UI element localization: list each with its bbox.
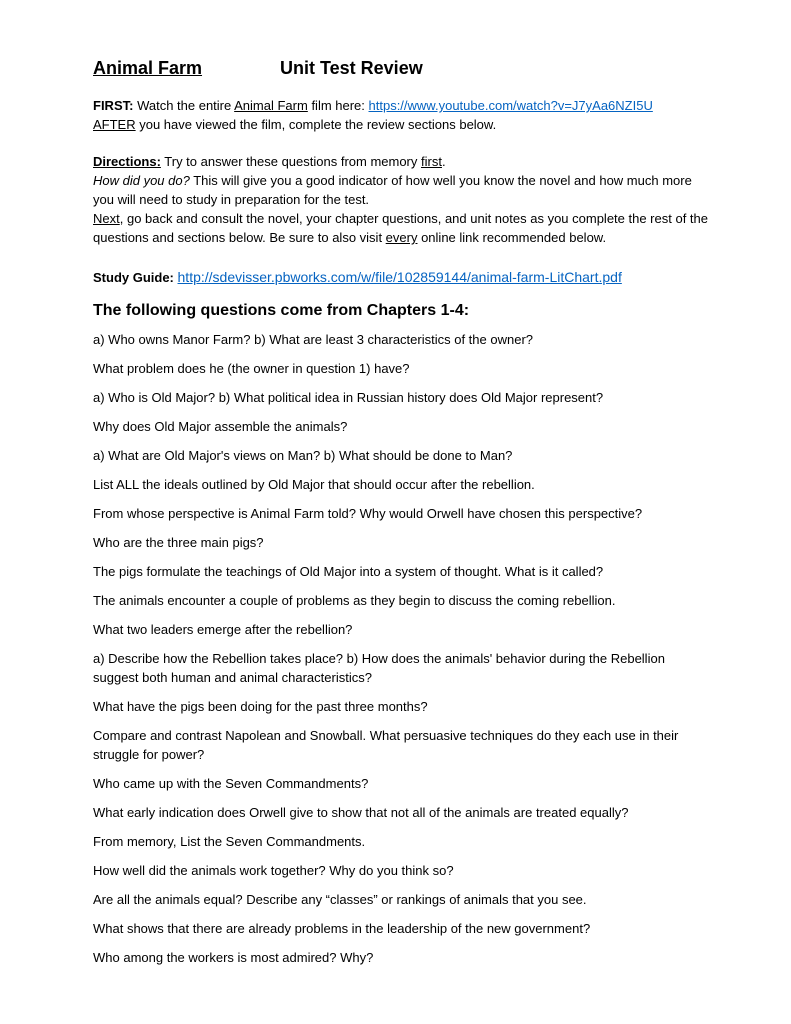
document-page	[93, 58, 713, 977]
question-6: List ALL the ideals outlined by Old Major that should occur after the rebellion.	[93, 477, 535, 492]
directions-text: Try to answer these questions from memory	[160, 154, 422, 169]
question-9: The pigs formulate the teachings of Old Major into a system of thought. What is it called?	[93, 564, 604, 579]
question-list	[93, 330, 713, 967]
study-guide-link[interactable]: http://sdevisser.pbworks.com/w/file/102859144/animal-farm-LitChart.pdf	[177, 269, 622, 285]
question-19: Are all the animals equal? Describe any “classes” or rankings of animals that you see.	[93, 892, 587, 907]
question-7: From whose perspective is Animal Farm told? Why would Orwell have chosen this perspective?	[93, 506, 643, 521]
first-label: FIRST:	[93, 98, 134, 113]
first-text-before: Watch the entire	[133, 98, 235, 113]
question-10: The animals encounter a couple of problems as they begin to discuss the coming rebellion.	[93, 593, 616, 608]
first-word: first	[421, 154, 442, 169]
question-2: What problem does he (the owner in question 1) have?	[93, 361, 410, 376]
question-5: a) What are Old Major's views on Man? b) What should be done to Man?	[93, 448, 513, 463]
document-subtitle: Unit Test Review	[280, 58, 423, 78]
question-4: Why does Old Major assemble the animals?	[93, 419, 348, 434]
directions-period: .	[441, 154, 446, 169]
document-title: Animal Farm	[93, 58, 203, 78]
question-17: From memory, List the Seven Commandments.	[93, 834, 366, 849]
study-guide-line	[93, 268, 713, 287]
how-did-you-do: How did you do?	[93, 173, 190, 188]
question-20: What shows that there are already problems in the leadership of the new government?	[93, 921, 591, 936]
title-row	[93, 58, 713, 84]
every-word: every	[385, 230, 418, 245]
question-1: a) Who owns Manor Farm? b) What are least 3 characteristics of the owner?	[93, 332, 534, 347]
question-14: Compare and contrast Napolean and Snowball. What persuasive techniques do they each use in their struggle for power?	[93, 728, 679, 762]
section-heading: The following questions come from Chapters 1-4:	[93, 302, 470, 319]
first-text-after: film here:	[307, 98, 369, 113]
directions-paragraph	[93, 152, 713, 247]
after-text: you have viewed the film, complete the review sections below.	[135, 117, 497, 132]
question-8: Who are the three main pigs?	[93, 535, 264, 550]
directions-line2: This will give you a good indicator of how well you know the novel and how much more you will need to study in preparation for the test.	[93, 173, 692, 207]
next-word: Next	[93, 211, 120, 226]
after-word: AFTER	[93, 117, 136, 132]
question-18: How well did the animals work together? Why do you think so?	[93, 863, 454, 878]
question-12: a) Describe how the Rebellion takes place? b) How does the animals' behavior during the Rebellion suggest both human and animal characteristics?	[93, 651, 665, 685]
youtube-link[interactable]: https://www.youtube.com/watch?v=J7yAa6NZI5U	[368, 98, 653, 113]
directions-label: Directions:	[93, 154, 161, 169]
question-11: What two leaders emerge after the rebellion?	[93, 622, 353, 637]
question-3: a) Who is Old Major? b) What political idea in Russian history does Old Major represent?	[93, 390, 604, 405]
question-15: Who came up with the Seven Commandments?	[93, 776, 369, 791]
question-21: Who among the workers is most admired? Why?	[93, 950, 374, 965]
directions-line3-end: online link recommended below.	[417, 230, 607, 245]
question-13: What have the pigs been doing for the past three months?	[93, 699, 428, 714]
film-title: Animal Farm	[234, 98, 308, 113]
question-16: What early indication does Orwell give to show that not all of the animals are treated equally?	[93, 805, 629, 820]
directions-line3: , go back and consult the novel, your chapter questions, and unit notes as you complete the rest of the questions and sections below. Be sure to also visit	[93, 211, 708, 245]
study-guide-label: Study Guide:	[93, 270, 174, 285]
first-paragraph	[93, 96, 713, 134]
